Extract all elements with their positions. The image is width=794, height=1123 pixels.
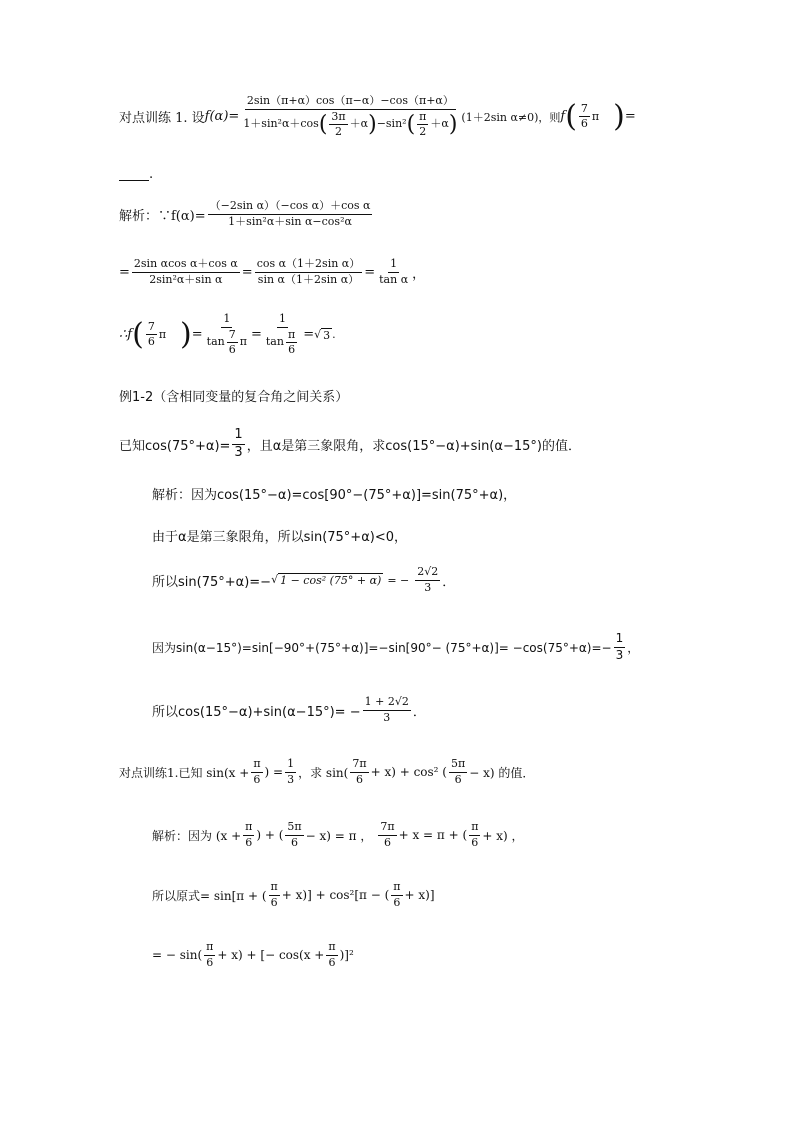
arg-open: ( <box>565 98 577 134</box>
l3-f1-inner-den: 6 <box>228 343 236 357</box>
q-num: 1 <box>232 428 244 445</box>
ex3-q-f4-den: 6 <box>454 772 462 786</box>
q-fraction <box>232 428 244 461</box>
sqrt-symbol-2: √ <box>271 573 279 587</box>
ex3-q-pre: 对点训练1.已知 sin(x + <box>119 765 250 780</box>
den-part-a: 1＋sin²α＋cos <box>243 117 319 131</box>
step-2-text: 由于α是第三象限角，所以sin(75°+α)<0， <box>152 530 408 545</box>
l3-fraction-2 <box>264 313 301 357</box>
ex3-q-f4-num: 5π <box>449 758 467 773</box>
l3-f2-inner <box>286 329 297 357</box>
solution-1-line-3 <box>119 313 336 357</box>
step-5-fraction <box>363 696 411 724</box>
step-4-end: ， <box>627 640 640 655</box>
example-title-text: 例1-2（含相同变量的复合角之间关系） <box>119 390 349 405</box>
ex3-q-f2-den: 3 <box>287 772 295 786</box>
sqrt-symbol: √ <box>314 327 322 341</box>
sol1-f2-num: 2sin αcos α＋cos α <box>132 258 240 273</box>
arg-num: 7 <box>579 103 590 118</box>
ex3-s3-f1-num: π <box>204 941 215 956</box>
den-part-b: ＋α <box>349 117 369 131</box>
solution-1-label: 解析：∵f(α)= <box>119 208 206 224</box>
ex3-s1-f1-num: π <box>243 821 254 836</box>
den-fraction-1 <box>329 111 347 139</box>
ex3-s2-a: + x)] + cos²[π − ( <box>281 888 390 903</box>
den-f1-den: 2 <box>335 125 343 139</box>
ex3-s2-f2 <box>391 881 402 909</box>
l3-eq-2: = <box>250 327 262 343</box>
step-5-num: 1 + 2√2 <box>363 696 411 711</box>
den-f1-num: 3π <box>329 111 347 126</box>
ex3-q-f2 <box>285 758 296 786</box>
example-1-2-step-5 <box>152 696 426 724</box>
l3-f1-num: 1 <box>221 313 232 328</box>
l3-arg-close: ) <box>180 316 192 352</box>
q-post: ，且α是第三象限角，求cos(15°−α)+sin(α−15°)的值． <box>246 438 581 454</box>
paren-open-2: ( <box>406 111 416 137</box>
ex3-s2-f2-den: 6 <box>393 895 401 909</box>
paren-open: ( <box>318 111 328 137</box>
l3-end: . <box>332 328 336 342</box>
l3-eq-3: = <box>303 327 315 343</box>
function-def: f(α)= <box>204 109 240 125</box>
step-3-den: 3 <box>424 580 432 594</box>
ex3-q-mid3: + x) + cos² ( <box>370 765 447 780</box>
ex3-s3-end: )]² <box>339 948 354 963</box>
arg-pi: π <box>591 110 600 124</box>
sol1-eq-2: = <box>364 264 376 280</box>
step-5-pre: 所以cos(15°−α)+sin(α−15°)= − <box>152 704 361 720</box>
sol1-f3-num: cos α（1＋2sin α） <box>255 258 363 273</box>
l3-f1-inner-num: 7 <box>227 329 238 344</box>
sol1-fraction-2 <box>132 258 240 286</box>
l3-f1-den <box>205 328 249 357</box>
l3-f2-num: 1 <box>277 313 288 328</box>
step-3-mid: = − <box>387 573 410 587</box>
step-4-num: 1 <box>614 632 626 648</box>
blank-line <box>119 168 149 181</box>
sqrt-3 <box>314 328 332 342</box>
exercise-2-step-2 <box>152 881 435 909</box>
ex3-q-f3-den: 6 <box>355 772 363 786</box>
exercise-2-question <box>119 758 534 786</box>
ex3-s3-a: + x) + [− cos(x + <box>217 948 325 963</box>
example-1-2-step-4 <box>152 632 639 663</box>
arg-fraction <box>579 103 590 131</box>
condition: (1＋2sin α≠0)，则 <box>461 110 561 124</box>
ex3-s3-f1-den: 6 <box>206 955 214 969</box>
l3-arg-pi: π <box>158 328 167 342</box>
ex3-s1-f4-den: 6 <box>471 835 479 849</box>
ex3-q-f2-num: 1 <box>285 758 296 773</box>
ex3-s1-c: + x = π + ( <box>398 828 468 843</box>
l3-f2-inner-den: 6 <box>288 343 296 357</box>
ex3-q-f1-den: 6 <box>253 772 261 786</box>
example-1-2-question <box>119 428 581 461</box>
l3-f2-tan: tan <box>265 335 284 349</box>
ex3-q-mid2: ，求 sin( <box>298 765 349 780</box>
den-part-d: ＋α <box>430 117 449 131</box>
sol1-f1-den: 1＋sin²α＋sin α−cos²α <box>228 214 352 228</box>
ex3-q-f3 <box>350 758 368 786</box>
ex3-s3-f1 <box>204 941 215 969</box>
sol1-fraction-1 <box>208 200 373 228</box>
l3-arg-fraction <box>146 321 157 349</box>
answer-blank <box>119 167 153 182</box>
arg-close: ) <box>613 98 625 134</box>
ex3-s2-f1-num: π <box>269 881 280 896</box>
sol1-fraction-4 <box>377 258 410 286</box>
ex3-s1-f3 <box>378 821 396 849</box>
paren-close-2: ) <box>448 111 458 137</box>
example-1-2-step-1 <box>152 484 516 503</box>
main-denominator <box>241 110 459 139</box>
ex3-s1-a: ) + ( <box>256 828 284 843</box>
therefore-f: ∴f <box>119 327 133 343</box>
step-1-text: 解析：因为cos(15°−α)=cos[90°−(75°+α)]=sin(75°+α)， <box>152 488 517 503</box>
step-4-pre: 因为sin(α−15°)=sin[−90°+(75°+α)]=−sin[90°− (75°+α)]= −cos(75°+α)=− <box>152 640 612 655</box>
ex3-s1-f2-den: 6 <box>291 835 299 849</box>
paren-close: ) <box>368 111 377 137</box>
sol1-f4-den: tan α <box>379 272 409 286</box>
f-symbol: f <box>560 109 566 125</box>
sol1-fraction-3 <box>255 258 363 286</box>
ex3-s2-end: + x)] <box>404 888 435 903</box>
ex3-s1-f3-den: 6 <box>383 835 391 849</box>
den-part-c: −sin² <box>376 117 407 131</box>
ex3-s1-f3-num: 7π <box>378 821 396 836</box>
example-1-2-step-2 <box>152 526 407 545</box>
solution-1-line-2 <box>119 258 425 286</box>
exercise-1-label: 对点训练 1. 设 <box>119 111 205 127</box>
step-4-den: 3 <box>615 647 624 662</box>
l3-fraction-1 <box>205 313 249 357</box>
ex3-s2-pre: 所以原式= sin[π + ( <box>152 888 267 903</box>
ex3-q-end: − x) 的值． <box>469 765 535 780</box>
step-3-num: 2√2 <box>415 566 440 581</box>
step-3-end: ． <box>442 574 456 590</box>
sqrt-expression <box>271 573 383 587</box>
main-numerator: 2sin（π+α）cos（π−α）−cos（π+α） <box>245 95 456 110</box>
exercise-2-step-1 <box>152 821 524 849</box>
sqrt-radicand: 3 <box>323 328 331 342</box>
ex3-q-f1 <box>251 758 262 786</box>
ex3-s2-f1-den: 6 <box>270 895 278 909</box>
ex3-q-mid: ) = <box>264 765 284 780</box>
sol1-f4-num: 1 <box>388 258 399 273</box>
ex3-s3-f2-den: 6 <box>328 955 336 969</box>
q-pre: 已知cos(75°+α)= <box>119 438 231 454</box>
step-3-fraction <box>415 566 440 594</box>
den-f2-num: π <box>417 111 428 126</box>
example-1-2-step-3 <box>152 566 455 594</box>
step-4-fraction <box>614 632 626 663</box>
ex3-s1-b: − x) = π ， <box>305 828 373 843</box>
sol1-f2-den: 2sin²α＋sin α <box>149 272 223 286</box>
step-5-end: ． <box>412 704 426 720</box>
l3-f2-den <box>264 328 301 357</box>
ex3-s2-f1 <box>269 881 280 909</box>
sol1-eq-0: = <box>119 264 130 280</box>
main-fraction <box>241 95 459 139</box>
blank-end: . <box>149 167 154 182</box>
ex3-s1-pre: 解析：因为 (x + <box>152 828 242 843</box>
ex3-s3-pre: = − sin( <box>152 948 203 963</box>
den-fraction-2 <box>417 111 428 139</box>
ex3-s1-f4 <box>469 821 480 849</box>
ex3-s1-end: + x) ， <box>482 828 524 843</box>
l3-f1-inner <box>227 329 238 357</box>
sol1-f1-num: （−2sin α）（−cos α）＋cos α <box>208 200 373 215</box>
solution-1-line-1 <box>119 200 374 228</box>
step-3-radicand: 1 − cos² (75° + α) <box>280 574 382 588</box>
exercise-2-step-3 <box>152 941 354 969</box>
step-3-pre: 所以sin(75°+α)=− <box>152 574 272 590</box>
den-f2-den: 2 <box>419 125 427 139</box>
ex3-q-f4 <box>449 758 467 786</box>
ex3-q-f1-num: π <box>251 758 262 773</box>
ex3-s1-f4-num: π <box>469 821 480 836</box>
l3-arg-open: ( <box>132 316 144 352</box>
l3-arg-den: 6 <box>147 335 155 349</box>
arg-den: 6 <box>580 117 588 131</box>
step-5-den: 3 <box>383 710 391 724</box>
l3-eq-1: = <box>191 327 203 343</box>
sol1-comma: ， <box>412 266 426 282</box>
ex3-s3-f2 <box>326 941 337 969</box>
ex3-q-f3-num: 7π <box>350 758 368 773</box>
ex3-s1-f1 <box>243 821 254 849</box>
ex3-s1-f1-den: 6 <box>245 835 253 849</box>
ex3-s1-f2 <box>285 821 303 849</box>
ex3-s3-f2-num: π <box>326 941 337 956</box>
ex3-s1-f2-num: 5π <box>285 821 303 836</box>
example-1-2-title <box>119 386 348 405</box>
ex3-s2-f2-num: π <box>391 881 402 896</box>
exercise-1-question <box>119 95 636 139</box>
sol1-f3-den: sin α（1＋2sin α） <box>257 272 360 286</box>
l3-f1-pi: π <box>239 335 247 349</box>
l3-f2-inner-num: π <box>286 329 297 344</box>
l3-arg-num: 7 <box>146 321 157 336</box>
q-den: 3 <box>234 444 243 460</box>
equals: = <box>624 109 636 125</box>
sol1-eq-1: = <box>241 264 253 280</box>
l3-f1-tan: tan <box>206 335 225 349</box>
